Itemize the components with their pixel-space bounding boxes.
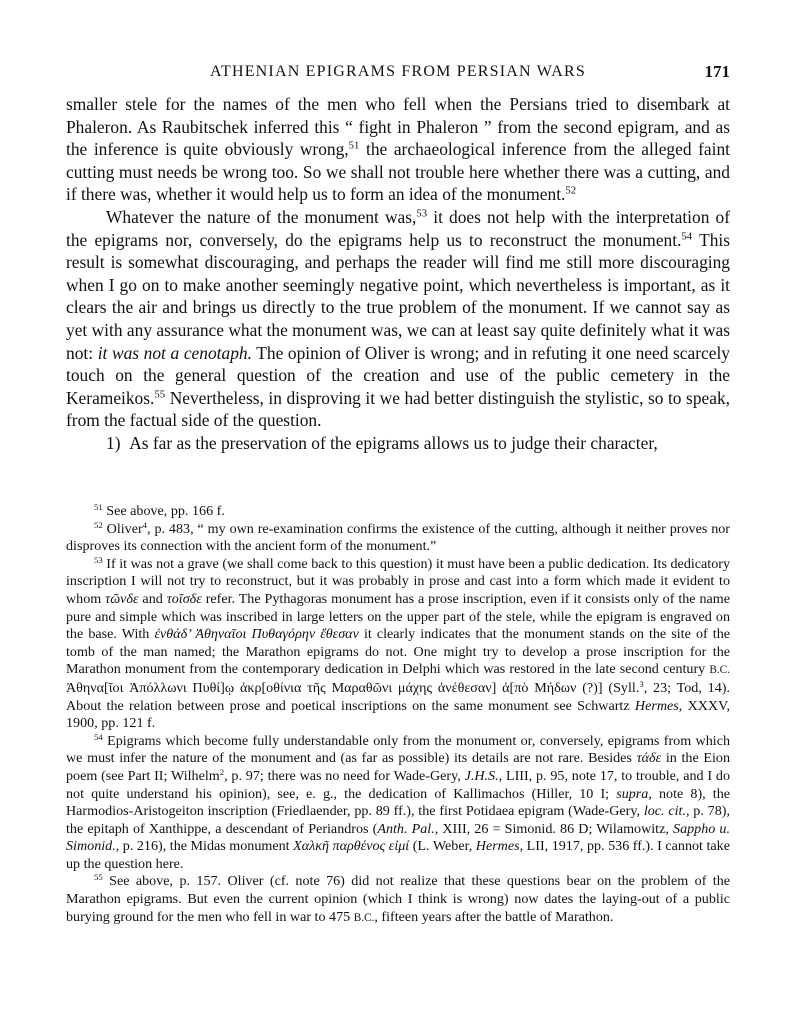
journal-title: J.H.S.	[464, 767, 499, 784]
footnote-number: 55	[94, 872, 103, 883]
footnote-ref-54: 54	[681, 230, 693, 243]
footnotes	[66, 503, 730, 927]
greek-text: τοῖσδε	[166, 590, 202, 607]
text-run: (Syll.	[602, 679, 640, 696]
text-run: , p. 78), the epitaph of Xanthippe, a descendant of Periandros (	[66, 803, 730, 837]
footnote-number: 51	[94, 501, 103, 512]
footnote-52	[66, 521, 730, 556]
greek-text: Χαλκῆ παρθένος εἰμί	[293, 838, 410, 855]
greek-restoration: Ἀθηνα[ῖοι Ἀπόλλωνι Πυθί]ῳ ἀκρ[οθίνια τῆς Μαραθῶνι μάχης ἀνέθεσαν] ἀ[πὸ Μήδων (?)]	[66, 679, 603, 696]
text-run: and	[138, 590, 167, 607]
superscript: 3	[639, 678, 644, 689]
era-abbreviation: B.C.	[709, 664, 730, 677]
text-run: (L. Weber,	[409, 838, 476, 855]
text-run: in the Eion poem (see Part II; Wilhelm	[66, 750, 730, 784]
text-run: , 23; Tod, 14). About the relation between prose and poetical inscriptions on the same monument see Schwartz	[66, 679, 730, 714]
page-number: 171	[704, 62, 730, 81]
running-header	[66, 60, 730, 84]
footnote-ref-51: 51	[348, 139, 360, 152]
text-run: , LIII, p. 95, note 17, to trouble, and I do not quite understand his opinion), see, e. g., the dedication of Kallimachos (Hiller, 10 I;	[66, 767, 730, 802]
text-run: it does not help with the interpretation of the epigrams nor, conversely, do the epigrams help us to reconstruct the monument.	[66, 206, 730, 250]
text-run: it clearly indicates that the monument stands on the site of the tomb of the man named; the Marathon epigrams do not. One might try to develop a prose inscription for the Marathon monument from the contemporary dedication in Delphi which was restored in the late second century	[66, 626, 731, 678]
footnote-number: 52	[94, 519, 103, 530]
footnote-54	[66, 733, 730, 874]
footnote-51	[66, 503, 730, 521]
paragraph-2	[66, 206, 730, 432]
footnote-55	[66, 873, 730, 927]
text-run: See above, p. 157. Oliver (cf. note 76) did not realize that these questions bear on the problem of the Marathon epigrams. But even the current opinion (which I think is wrong) now dates the laying-out of a public burying ground for the men who fell in war to 475	[66, 873, 730, 925]
text-run: This result is somewhat discouraging, and perhaps the reader will find me still more discouraging when I go on to make another seemingly negative point, which nevertheless is important, as it clears the air and brings us directly to the true problem of the monument. If we cannot say as yet with any assurance what the monument was, we can at least say quite definitely what it was not:	[66, 229, 730, 363]
text-run: refer. The Pythagoras monument has a prose inscription, even if it consists only of the name pure and simple which was inscribed in large letters on the upper part of the stele, while the epigram is engraved on the base. With	[66, 590, 730, 643]
greek-text: τάδε	[636, 750, 662, 767]
greek-text: τῶνδε	[105, 590, 139, 607]
paragraph-3	[66, 432, 730, 455]
superscript: 2	[219, 766, 225, 777]
text-run: the archaeological inference from the alleged faint cutting must needs be wrong too. So we shall not trouble here whether there was a cutting, and if there was, whether it would help us to form an idea of the monument.	[66, 139, 730, 205]
footnote-ref-53: 53	[416, 207, 428, 220]
footnote-number: 53	[94, 554, 103, 565]
text-run: As far as the preservation of the epigrams allows us to judge their character,	[129, 432, 658, 453]
running-title: ATHENIAN EPIGRAMS FROM PERSIAN WARS	[210, 63, 586, 80]
paragraph-1	[66, 93, 730, 206]
text-run: , p. 216), the Midas monument	[115, 838, 294, 855]
work-title: Sappho u. Simonid.	[66, 820, 731, 855]
enumeration-label: 1)	[106, 432, 121, 453]
text-run: Whatever the nature of the monument was,	[106, 206, 417, 227]
work-title: Anth. Pal.	[377, 820, 435, 837]
emphasis: it was not a cenotaph.	[97, 342, 252, 363]
italic-term: supra	[616, 785, 649, 802]
footnote-ref-55: 55	[154, 388, 166, 401]
text-run: Oliver	[106, 520, 143, 537]
text-run: smaller stele for the names of the men who fell when the Persians tried to disembark at Phaleron. As Raubitschek inferred this “ fight in Phaleron ” from the second epigram, and as the inference is quite obviously wrong,	[66, 94, 730, 160]
text-run: , note 8), the Harmodios-Aristogeiton inscription (Friedlaender, pp. 89 ff.), the first Potidaea epigram (Wade-Gery,	[66, 785, 731, 820]
italic-term: loc. cit.	[643, 803, 686, 820]
text-run: Epigrams which become fully understandable only from the monument or, conversely, epigrams from which we must infer the nature of the monument and (as far as possible) its details are not rare. Besides	[66, 732, 730, 767]
main-text	[66, 93, 730, 455]
journal-title: Hermes	[634, 697, 679, 714]
greek-text: ἐνθάδ’ Ἀθηναῖοι Πυθαγόρην ἔθεσαν	[154, 626, 359, 643]
footnote-ref-52: 52	[565, 184, 577, 197]
superscript: 4	[142, 519, 148, 530]
text-run: If it was not a grave (we shall come back to this question) it must have been a public dedication. Its dedicatory inscription I will not try to reconstruct, but it was probably in prose and cast into a form which made it evident to whom	[66, 555, 730, 607]
text-run: , fifteen years after the battle of Marathon.	[374, 908, 614, 925]
text-run: , XIII, 26 = Simonid. 86 D; Wilamowitz,	[434, 820, 674, 837]
text-run: , p. 483, “ my own re-examination confirms the existence of the cutting, although it neither proves nor disproves its connection with the ancient form of the monument.”	[66, 520, 730, 555]
era-abbreviation: B.C.	[353, 911, 375, 924]
text-run: , p. 97; there was no need for Wade-Gery,	[224, 767, 465, 784]
footnote-number: 54	[94, 731, 103, 742]
footnote-53	[66, 556, 730, 733]
footnote-text: See above, pp. 166 f.	[106, 503, 225, 519]
text-run: , LII, 1917, pp. 536 ff.). I cannot take up the question here.	[66, 838, 730, 872]
journal-title: Hermes	[475, 838, 520, 855]
text-run: , XXXV, 1900, pp. 121 f.	[66, 697, 730, 732]
text-run: The opinion of Oliver is wrong; and in refuting it one need scarcely touch on the general question of the creation and use of the public cemetery in the Kerameikos.	[66, 342, 730, 408]
text-run: Nevertheless, in disproving it we had better distinguish the stylistic, so to speak, from the factual side of the question.	[66, 387, 730, 431]
